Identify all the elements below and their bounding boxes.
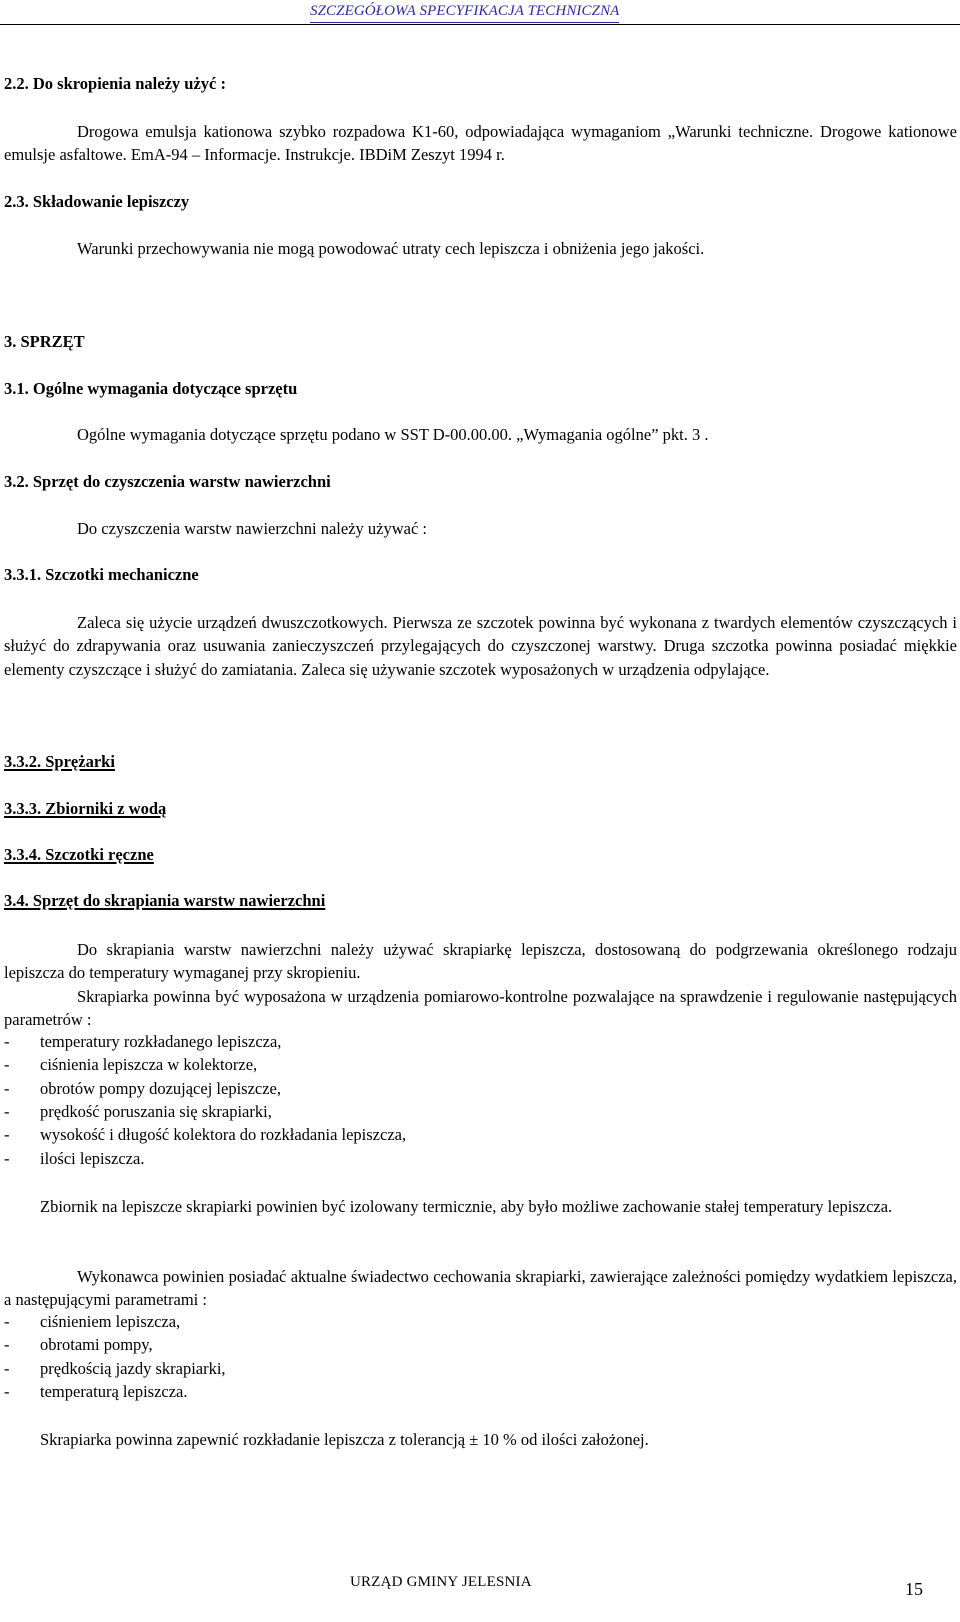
section-3-1-heading: 3.1. Ogólne wymagania dotyczące sprzętu [4,379,298,398]
list-item: - temperaturą lepiszcza. [4,1382,188,1401]
section-3-3-4-heading: 3.3.4. Szczotki ręczne [4,845,154,864]
section-3-4-paragraph-4: Wykonawca powinien posiadać aktualne świadectwo cechowania skrapiarki, zawierające zależności pomiędzy wydatkiem lepiszcza, a następującymi parametrami : [4,1267,957,1310]
section-2-3-heading: 2.3. Składowanie lepiszczy [4,192,190,211]
list-item: - ciśnieniem lepiszcza, [4,1312,181,1331]
list-item: - ilości lepiszcza. [4,1149,145,1168]
page-header-title: SZCZEGÓŁOWA SPECYFIKACJA TECHNICZNA [310,3,619,23]
section-2-2-text: Drogowa emulsja kationowa szybko rozpadowa K1-60, odpowiadająca wymaganiom „Warunki techniczne. Drogowe kationowe emulsje asfaltowe. EmA-94 – Informacje. Instrukcje. IBDiM Zeszyt 1994 r. [4,122,957,165]
list-item: - prędkością jazdy skrapiarki, [4,1359,226,1378]
section-3-3-1-text: Zaleca się użycie urządzeń dwuszczotkowych. Pierwsza ze szczotek powinna być wykonana z twardych elementów czyszczących i służyć do zdrapywania oraz usuwania zanieczyszczeń przylegających do czyszczonej warstwy. Druga szczotka powinna posiadać miękkie elementy czyszczące i służyć do zamiatania. Zaleca się używanie szczotek wyposażonych w urządzenia odpylające. [4,613,957,679]
section-3-4-paragraph-2: Skrapiarka powinna być wyposażona w urządzenia pomiarowo-kontrolne pozwalające na sprawdzenie i regulowanie następujących parametrów : [4,987,957,1030]
section-3-1-text: Ogólne wymagania dotyczące sprzętu podano w SST D-00.00.00. „Wymagania ogólne” pkt. 3 . [77,425,709,444]
section-3-4-paragraph-3: Zbiornik na lepiszcze skrapiarki powinien być izolowany termicznie, aby było możliwe zachowanie stałej temperatury lepiszcza. [40,1197,893,1216]
section-3-3-3-heading: 3.3.3. Zbiorniki z wodą [4,799,167,818]
section-3-2-text: Do czyszczenia warstw nawierzchni należy używać : [77,519,427,538]
section-2-3-text: Warunki przechowywania nie mogą powodować utraty cech lepiszcza i obniżenia jego jakości. [77,239,705,258]
list-item: - wysokość i długość kolektora do rozkładania lepiszcza, [4,1125,407,1144]
section-3-4-paragraph-5: Skrapiarka powinna zapewnić rozkładanie lepiszcza z tolerancją ± 10 % od ilości założonej. [40,1430,649,1449]
list-item: - obrotami pompy, [4,1335,153,1354]
section-3-4-paragraph-1: Do skrapiania warstw nawierzchni należy używać skrapiarkę lepiszcza, dostosowaną do podgrzewania określonego rodzaju lepiszcza do temperatury wymaganej przy skropieniu. [4,940,957,983]
section-3-heading: 3. SPRZĘT [4,332,85,351]
page-number: 15 [905,1579,923,1599]
section-3-2-heading: 3.2. Sprzęt do czyszczenia warstw nawierzchni [4,472,331,491]
header-divider [0,24,960,25]
section-3-3-2-heading: 3.3.2. Sprężarki [4,752,115,771]
list-item: - obrotów pompy dozującej lepiszcze, [4,1079,281,1098]
footer-organization: URZĄD GMINY JELESNIA [350,1574,532,1590]
list-item: - ciśnienia lepiszcza w kolektorze, [4,1055,258,1074]
list-item: - prędkość poruszania się skrapiarki, [4,1102,272,1121]
section-3-4-heading: 3.4. Sprzęt do skrapiania warstw nawierzchni [4,891,326,910]
section-2-2-heading: 2.2. Do skropienia należy użyć : [4,74,226,93]
list-item: - temperatury rozkładanego lepiszcza, [4,1032,282,1051]
section-3-3-1-heading: 3.3.1. Szczotki mechaniczne [4,565,199,584]
